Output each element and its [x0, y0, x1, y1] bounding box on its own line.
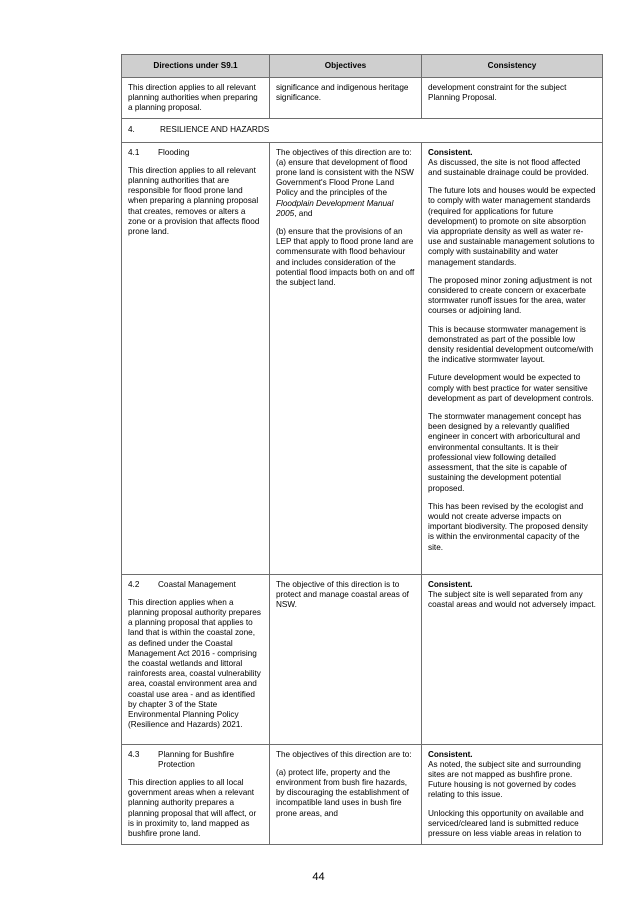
consistency-text: Future development would be expected to comply with best practice for water sensitive development as part of development controls.	[428, 373, 594, 403]
direction-title: Planning for Bushfire Protection	[158, 749, 235, 769]
consistency-text: This has been revised by the ecologist and would not create adverse impacts on important biodiversity. The proposed density is within the environmental capacity of the site.	[428, 501, 588, 552]
objective-text: The objective of this direction is to protect and manage coastal areas of NSW.	[276, 579, 409, 610]
table-row	[122, 744, 603, 844]
consistency-text: Unlocking this opportunity on available and serviced/cleared land is submitted reduce pressure on less viable areas in relation to	[428, 808, 584, 839]
table-row	[122, 574, 603, 744]
direction-number: 4.1	[128, 147, 140, 157]
consistency-text: Consistent. As noted, the subject site and surrounding sites are not mapped as bushfire prone. Future housing is not governed by codes relating to this issue.	[428, 749, 581, 800]
page-number: 44	[312, 871, 325, 883]
consistency-text: development constraint for the subject Planning Proposal.	[428, 83, 567, 103]
direction-text: This direction applies when a planning proposal authority prepares a planning proposal that applies to land that is within the coastal zone, as defined under the Coastal Management Act 2016 - comprising the coastal wetlands and littoral rainforests area, coastal vulnerability area, coastal environment area and coastal use area - and as identified by chapter 3 of the State Environmental Planning Policy (Resilience and Hazards) 2021.	[128, 597, 261, 730]
header-directions: Directions under S9.1	[122, 55, 270, 78]
table-row	[122, 78, 603, 119]
consistency-text: Consistent. The subject site is well separated from any coastal areas and would not adversely impact.	[428, 579, 596, 610]
direction-title: Coastal Management	[158, 579, 236, 589]
table-row	[122, 142, 603, 574]
consistency-text: The proposed minor zoning adjustment is not considered to create concern or exacerbate stormwater runoff issues for the area, water courses or adjoining land.	[428, 275, 592, 316]
section-number: 4.	[128, 124, 135, 134]
direction-text: This direction applies to all local government areas when a relevant planning authority prepares a planning proposal that will affect, or is in proximity to, land mapped as bushfire prone land.	[128, 778, 257, 839]
direction-text: This direction applies to all relevant planning authorities that are responsible for flood prone land when preparing a planning proposal that creates, removes or alters a zone or a provision that affects flood prone land.	[128, 165, 260, 237]
section-title: RESILIENCE AND HAZARDS	[160, 124, 270, 134]
objective-text: The objectives of this direction are to: (a) ensure that development of flood prone land is consistent with the NSW Government's Flood Prone Land Policy and the principles of the Floodplain Development Manual 2005, and	[276, 147, 414, 218]
direction-title: Flooding	[158, 147, 190, 157]
consistency-text: Consistent. As discussed, the site is not flood affected and sustainable drainage could be provided.	[428, 147, 589, 178]
directions-table	[121, 54, 603, 845]
direction-number: 4.2	[128, 579, 140, 589]
consistency-text: This is because stormwater management is demonstrated as part of the possible low density residential development outcome/with the indicative stormwater layout.	[428, 324, 594, 365]
objective-text: significance and indigenous heritage significance.	[276, 83, 409, 103]
table-header-row	[122, 55, 603, 78]
consistency-text: The future lots and houses would be expected to comply with water management standards (required for applications for future development) to promote on site absorption via appropriate density as well as water re-use and sustainable management solutions to comply with sustainability and water management standards.	[428, 186, 596, 267]
header-objectives: Objectives	[270, 55, 422, 78]
direction-number: 4.3	[128, 749, 140, 759]
direction-text: This direction applies to all relevant planning authorities when preparing a planning proposal.	[128, 83, 258, 113]
objective-text-a: (a) protect life, property and the environment from bush fire hazards, by discouraging the establishment of incompatible land uses in bush fire prone areas, and	[276, 767, 409, 818]
header-consistency: Consistency	[422, 55, 603, 78]
consistency-text: The stormwater management concept has been designed by a relevantly qualified engineer in concert with arboricultural and environmental consultants. It is their professional view following detailed assessment, that the site is capable of sustaining the development potential proposed.	[428, 412, 582, 493]
objective-text: The objectives of this direction are to:	[276, 749, 412, 759]
section-row	[122, 118, 603, 142]
objective-text-b: (b) ensure that the provisions of an LEP that apply to flood prone land are commensurate with flood behaviour and includes consideration of the potential flood impacts both on and off the subject land.	[276, 227, 415, 288]
